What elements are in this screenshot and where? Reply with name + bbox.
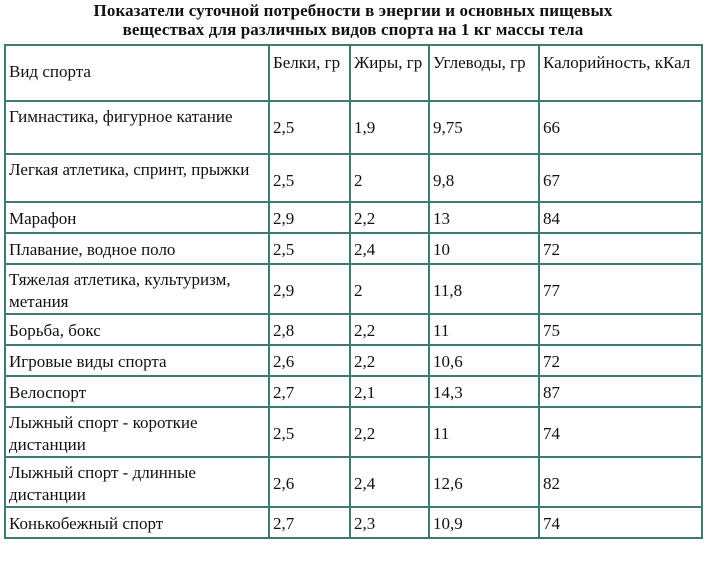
cell-fat: 1,9 xyxy=(350,101,429,154)
header-sport: Вид спорта xyxy=(5,45,269,101)
cell-protein: 2,9 xyxy=(269,202,350,233)
cell-protein: 2,5 xyxy=(269,407,350,457)
header-calories: Калорийность, кКал xyxy=(539,45,702,101)
cell-protein: 2,6 xyxy=(269,457,350,507)
cell-calories: 75 xyxy=(539,314,702,345)
cell-sport: Лыжный спорт - длинные дистанции xyxy=(5,457,269,507)
cell-fat: 2,1 xyxy=(350,376,429,407)
cell-carbs: 9,8 xyxy=(429,154,539,202)
table-row xyxy=(5,457,702,507)
cell-fat: 2,3 xyxy=(350,507,429,538)
cell-sport: Игровые виды спорта xyxy=(5,345,269,376)
table-row xyxy=(5,101,702,154)
cell-sport: Лыжный спорт - короткие дистанции xyxy=(5,407,269,457)
cell-calories: 74 xyxy=(539,507,702,538)
cell-calories: 66 xyxy=(539,101,702,154)
cell-protein: 2,5 xyxy=(269,233,350,264)
cell-calories: 72 xyxy=(539,345,702,376)
cell-fat: 2,2 xyxy=(350,407,429,457)
table-row xyxy=(5,376,702,407)
page-title xyxy=(0,1,706,39)
header-protein: Белки, гр xyxy=(269,45,350,101)
cell-carbs: 12,6 xyxy=(429,457,539,507)
cell-protein: 2,5 xyxy=(269,154,350,202)
table-row xyxy=(5,507,702,538)
cell-fat: 2,2 xyxy=(350,202,429,233)
cell-fat: 2,2 xyxy=(350,314,429,345)
cell-calories: 74 xyxy=(539,407,702,457)
cell-protein: 2,6 xyxy=(269,345,350,376)
cell-fat: 2 xyxy=(350,154,429,202)
table-row xyxy=(5,202,702,233)
cell-fat: 2,2 xyxy=(350,345,429,376)
cell-carbs: 11 xyxy=(429,314,539,345)
cell-sport: Тяжелая атлетика, культуризм, метания xyxy=(5,264,269,314)
nutrition-table xyxy=(4,44,703,539)
cell-fat: 2,4 xyxy=(350,233,429,264)
table-row xyxy=(5,407,702,457)
cell-calories: 82 xyxy=(539,457,702,507)
cell-fat: 2,4 xyxy=(350,457,429,507)
title-line-2: веществах для различных видов спорта на 1 кг массы тела xyxy=(122,20,584,39)
cell-sport: Гимнастика, фигурное катание xyxy=(5,101,269,154)
cell-sport: Плавание, водное поло xyxy=(5,233,269,264)
cell-calories: 67 xyxy=(539,154,702,202)
cell-carbs: 10,9 xyxy=(429,507,539,538)
table-row xyxy=(5,154,702,202)
cell-carbs: 14,3 xyxy=(429,376,539,407)
cell-protein: 2,9 xyxy=(269,264,350,314)
cell-carbs: 10,6 xyxy=(429,345,539,376)
cell-sport: Борьба, бокс xyxy=(5,314,269,345)
cell-carbs: 11 xyxy=(429,407,539,457)
cell-calories: 84 xyxy=(539,202,702,233)
cell-sport: Конькобежный спорт xyxy=(5,507,269,538)
cell-protein: 2,7 xyxy=(269,376,350,407)
cell-protein: 2,7 xyxy=(269,507,350,538)
table-header-row xyxy=(5,45,702,101)
cell-carbs: 11,8 xyxy=(429,264,539,314)
table-row xyxy=(5,264,702,314)
cell-calories: 72 xyxy=(539,233,702,264)
cell-sport: Велоспорт xyxy=(5,376,269,407)
cell-calories: 87 xyxy=(539,376,702,407)
table-row xyxy=(5,345,702,376)
cell-carbs: 10 xyxy=(429,233,539,264)
cell-protein: 2,5 xyxy=(269,101,350,154)
cell-carbs: 13 xyxy=(429,202,539,233)
title-line-1: Показатели суточной потребности в энергии и основных пищевых xyxy=(93,1,613,20)
table-row xyxy=(5,233,702,264)
cell-calories: 77 xyxy=(539,264,702,314)
cell-carbs: 9,75 xyxy=(429,101,539,154)
cell-sport: Легкая атлетика, спринт, прыжки xyxy=(5,154,269,202)
cell-sport: Марафон xyxy=(5,202,269,233)
header-fat: Жиры, гр xyxy=(350,45,429,101)
table-row xyxy=(5,314,702,345)
cell-fat: 2 xyxy=(350,264,429,314)
cell-protein: 2,8 xyxy=(269,314,350,345)
header-carbs: Углеводы, гр xyxy=(429,45,539,101)
